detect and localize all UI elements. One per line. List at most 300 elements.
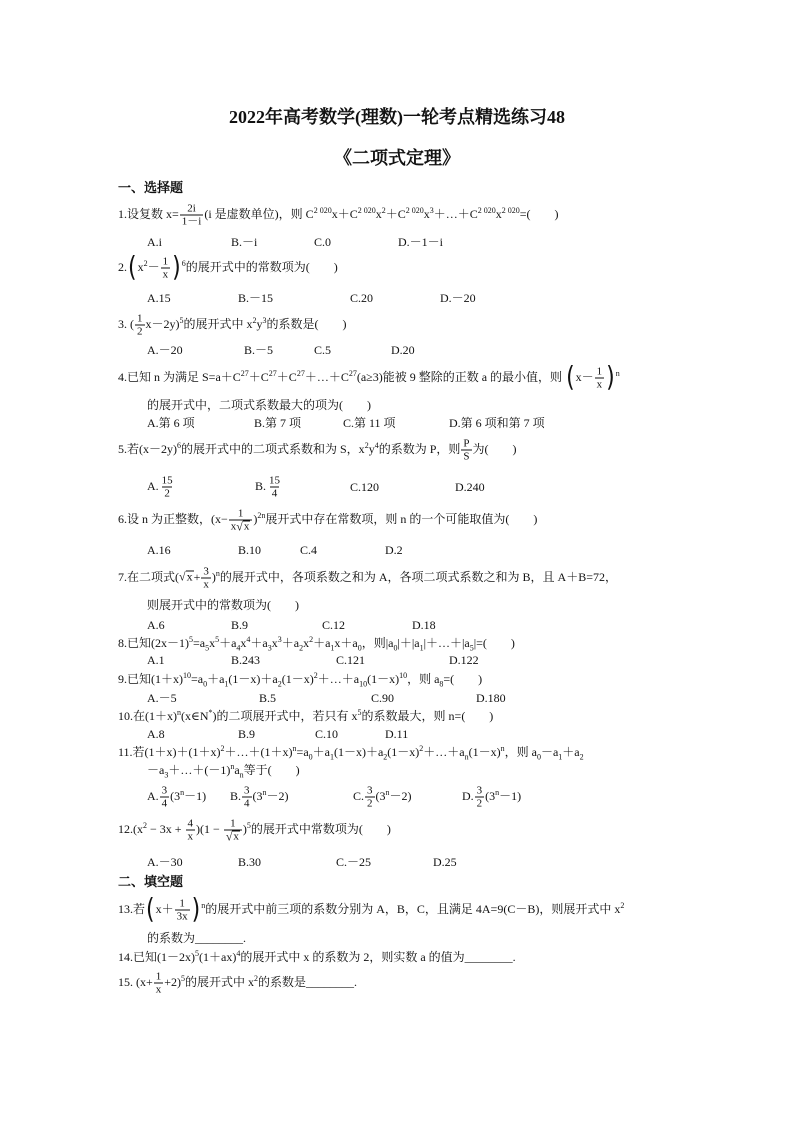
text-run: (1－x)＋a [333,745,384,759]
fraction [186,818,196,843]
superscript: 2 [143,258,148,268]
radical-sign-icon: √ [225,829,233,844]
fraction-denominator: x [155,983,162,996]
text-run: ＋…＋(1＋x) [224,745,293,759]
text-run: ＋…＋a [317,672,360,686]
big-parenthesis: ) [606,361,615,393]
text-run: 则展开式中的常数项为( ) [147,598,299,612]
text-run: ＋a [562,745,580,759]
fraction-numerator: P [463,437,470,450]
question-11-option-d [462,785,521,810]
superscript: 5 [189,635,193,644]
text-run: ＋…＋(－1) [168,763,231,777]
section-heading-multiple-choice: 一、选择题 [118,180,184,195]
fraction [175,898,190,923]
subscript: 1 [330,643,335,653]
fraction-denominator: 4 [271,487,278,500]
text-run: x [423,206,430,221]
question-12-option-a [147,854,183,870]
radicand: x [186,569,193,584]
radical-sign-icon: √ [236,519,243,534]
text-run: B.9 [231,618,249,632]
text-run: －2) [266,788,289,803]
fraction-denominator: S [463,450,470,463]
superscript: * [208,708,213,717]
text-run: ＋C [385,206,406,221]
text-run: (i 是虚数单位)，则 C [204,206,314,221]
subscript: 3 [267,643,272,653]
question-5-option-d [455,479,485,495]
superscript: 3 [277,635,282,644]
fraction-numerator: 2i [187,202,196,215]
text-run: x [240,636,247,650]
radicand: x [243,520,250,533]
text-run: x [303,636,310,650]
superscript: 2 020 [477,205,496,215]
text-run: C.120 [350,480,380,494]
fraction [180,203,204,228]
question-11-option-c [353,785,412,810]
superscript: n [500,744,505,753]
question-3-option-c [314,342,331,358]
fraction [201,566,211,591]
fraction-numerator: 4 [187,817,194,830]
superscript: 27 [268,368,277,378]
square-root [226,831,240,843]
text-run: + [193,569,201,584]
question-5-line-1 [118,438,517,463]
question-8-option-c [336,652,365,668]
text-run: A.i [147,235,162,249]
superscript: n [495,787,500,797]
question-12-line-1 [118,818,391,843]
page-subtitle: 《二项式定理》 [334,148,460,168]
text-run: )(1 − [196,821,223,836]
fraction-denominator: x [596,378,603,391]
big-parenthesis: ) [191,893,201,925]
subscript: 0 [393,643,398,653]
text-run: 的系数为________. [147,931,247,945]
superscript: 3 [429,205,434,215]
text-run: ＋…＋C [433,206,478,221]
superscript: 5 [246,820,251,830]
text-run: 的展开式中 x [185,974,255,989]
text-run: x [230,520,237,533]
text-run: x－2y) [145,316,180,331]
question-4-line-1 [118,361,620,393]
big-parenthesis: ( [566,361,575,393]
square-root [179,571,194,583]
question-10-option-c [315,726,338,742]
fraction-denominator: 2 [164,487,170,500]
text-run: 11.若(1＋x)＋(1＋x) [118,745,221,759]
question-1-option-a [147,234,162,250]
text-run: 等于( ) [243,763,300,777]
question-9-line-1 [118,671,482,687]
square-root [236,521,250,533]
fraction-denominator: 4 [161,797,168,810]
superscript: 3 [262,315,267,325]
fraction [267,475,282,500]
question-5-option-b [255,475,283,500]
text-run: C.121 [336,653,366,667]
fraction-numerator: 3 [244,784,250,797]
text-run: 的系数为 P，则 [378,441,461,456]
fraction-numerator: 1 [137,312,143,325]
subscript: 1 [419,643,424,653]
superscript: 27 [348,368,357,378]
text-run: D.25 [433,855,457,869]
question-11-option-b [230,785,289,810]
superscript: 4 [236,949,241,958]
text-run: x [375,206,382,221]
text-run: x＋a [334,636,358,650]
superscript: 5 [179,315,184,325]
question-5-option-c [350,479,379,495]
text-run: =a [193,636,206,650]
question-9-option-c [371,690,394,706]
superscript: 6 [181,258,186,268]
text-run: ＋…＋C [304,369,349,384]
text-run: x [271,636,278,650]
text-run: ，则 a [504,745,537,759]
question-6-line-1 [118,508,537,533]
question-9-option-d [476,690,506,706]
subscript: n [239,770,244,780]
text-run: B.第 7 项 [254,416,302,430]
text-run: 的展开式中前三项的系数分别为 A，B，C，且满足 4A=9(C－B)，则展开式中 x [205,901,621,916]
question-2-option-d [440,290,476,306]
question-7-line-2 [147,597,299,613]
text-run: 15. (x+ [118,974,153,989]
text-run: ，则 a [407,672,440,686]
text-run: C.4 [300,543,318,557]
text-run: 的系数是( ) [266,316,347,331]
fraction [160,785,170,810]
fraction-denominator: 2 [476,797,483,810]
superscript: n [177,708,181,717]
text-run: y [256,316,263,331]
superscript: n [230,762,235,771]
question-7-option-a [147,617,165,633]
text-run: ＋C [276,369,297,384]
superscript: 2n [257,510,266,520]
question-15-line-1 [118,971,357,996]
text-run: D. [462,788,474,803]
subscript: 2 [383,752,388,762]
text-run: A.8 [147,727,165,741]
text-run: B. [255,478,267,493]
text-run: ) [253,511,258,526]
superscript: 2 020 [405,205,424,215]
text-run: =a [296,745,309,759]
subscript: 3 [164,770,169,780]
superscript: 2 [309,635,314,644]
text-run: B.243 [231,653,261,667]
text-run: －2) [389,788,412,803]
fraction [461,438,471,463]
radical-sign-icon: √ [179,569,186,584]
text-run: ) [211,569,216,584]
question-7-option-b [231,617,248,633]
text-run: (3 [375,788,386,803]
text-run: ) [242,821,247,836]
superscript: 2 [313,671,318,680]
text-run: C.第 11 项 [343,416,396,430]
text-run: －a [540,745,559,759]
text-run: B.－5 [244,343,274,357]
question-6-option-c [300,542,317,558]
superscript: n [292,744,297,753]
text-run: B.10 [238,543,262,557]
text-run: A.1 [147,653,165,667]
text-run: +2) [164,974,182,989]
text-run: 为( ) [472,441,517,456]
subscript: 1 [224,679,229,689]
text-run: A. [147,788,159,803]
question-3-option-a [147,342,183,358]
question-10-option-b [238,726,255,742]
text-run: (a≥3)能被 9 整除的正数 a 的最小值，则 [356,369,566,384]
text-run: －a [147,763,165,777]
fraction-denominator [229,520,253,533]
subscript: 0 [203,679,208,689]
superscript: 6 [177,440,181,450]
subscript: 1 [329,752,334,762]
text-run: ＋a [219,636,237,650]
page-title: 2022年高考数学(理数)一轮考点精选练习48 [229,107,565,127]
fraction-denominator: 1－i [181,215,202,228]
question-11-option-a [147,785,206,810]
text-run: (1－x) [367,672,400,686]
question-12-option-d [433,854,457,870]
text-run: C.10 [315,727,339,741]
text-run: D.第 6 项和第 7 项 [449,416,545,430]
text-run: D.－20 [440,291,476,305]
text-run: C.5 [314,343,332,357]
fraction-denominator [224,830,242,843]
text-run: A.－20 [147,343,183,357]
question-13-line-1 [118,893,625,925]
text-run: B.9 [238,727,256,741]
fraction-numerator: 1 [596,365,603,378]
text-run: 6.设 n 为正整数，(x− [118,511,228,526]
superscript: 2 [252,315,257,325]
subscript: 0 [536,752,541,762]
text-run: ＋…＋a [423,745,465,759]
text-run: ＋a [313,636,331,650]
text-run: (1－x) [468,745,501,759]
text-run: A.－30 [147,855,183,869]
text-run: x [495,206,502,221]
text-run: 12.(x [118,821,143,836]
text-run: 的展开式中常数项为( ) [250,821,391,836]
subscript: 2 [299,643,304,653]
text-run: A.第 6 项 [147,416,195,430]
superscript: 5 [357,708,362,717]
superscript: 2 [419,744,424,753]
text-run: 5.若(x－2y) [118,441,177,456]
question-7-option-d [412,617,436,633]
question-7-option-c [322,617,345,633]
question-9-option-a [147,690,177,706]
text-run: (1－x)＋a [228,672,278,686]
fraction [229,508,253,533]
text-run: (3 [485,788,496,803]
text-run: )的二项展开式中，若只有 x [212,709,358,723]
text-run: D.－1－i [398,235,444,249]
text-run: 10.在(1＋x) [118,709,177,723]
fraction-denominator: 2 [137,325,143,338]
text-run: C.0 [314,235,332,249]
fraction-denominator: 2 [367,797,373,810]
question-10-option-d [385,726,408,742]
subscript: n [464,752,469,762]
superscript: 4 [246,635,251,644]
text-run: C.－25 [336,855,372,869]
text-run: 2. [118,259,127,274]
question-4-option-d [449,415,545,431]
text-run: ＋a [312,745,330,759]
text-run: =( ) [443,672,483,686]
fraction [161,256,171,281]
superscript: 27 [240,368,249,378]
fraction-denominator: 4 [244,797,250,810]
fraction-numerator: 1 [155,970,162,983]
question-8-option-a [147,652,165,668]
text-run: B.5 [259,691,277,705]
superscript: 5 [195,949,199,958]
text-run: ，则|a [361,636,394,650]
text-run: =a [191,672,204,686]
question-4-option-a [147,415,195,431]
text-run: 13.若 [118,901,146,916]
text-run: 9.已知(1＋x) [118,672,183,686]
fraction [595,366,605,391]
text-run: ＋a [207,672,225,686]
superscript: 2 020 [357,205,376,215]
text-run: D.20 [391,343,415,357]
text-run: − 3x + [147,821,185,836]
superscript: 2 020 [501,205,520,215]
text-run: D.240 [455,480,485,494]
text-run: x－ [575,369,594,384]
text-run: ＋a [281,636,300,650]
big-parenthesis: ( [128,251,137,283]
superscript: 2 [620,900,625,910]
text-run: (1－x) [281,672,314,686]
text-run: 1.设复数 x= [118,206,179,221]
text-run: －1) [184,788,207,803]
text-run: － [147,259,160,274]
subscript: 0 [357,643,362,653]
text-run: a [234,763,240,777]
question-6-option-b [238,542,261,558]
text-run: x [137,259,144,274]
fraction-numerator: 15 [269,474,281,487]
question-8-line-1 [118,635,515,651]
text-run: D.122 [449,653,479,667]
superscript: 5 [181,973,186,983]
text-run: D.11 [385,727,409,741]
text-run: ＋a [250,636,268,650]
text-run: D.18 [412,618,436,632]
question-10-line-1 [118,708,493,724]
question-3-option-b [244,342,273,358]
question-1-option-c [314,234,331,250]
text-run: 的展开式中 x [183,316,253,331]
text-run: |=( ) [473,636,515,650]
text-run: 展开式中存在常数项，则 n 的一个可能取值为( ) [265,511,538,526]
superscript: 2 [254,973,259,983]
superscript: 5 [215,635,220,644]
subscript: 2 [277,679,282,689]
superscript: n [262,787,267,797]
subscript: 5 [469,643,474,653]
text-run: A.－5 [147,691,177,705]
question-7-line-1 [118,566,617,591]
question-13-line-2 [147,930,246,946]
text-run: 的系数最大，则 n=( ) [361,709,494,723]
superscript: 10 [183,671,191,680]
question-8-option-d [449,652,479,668]
text-run: C.12 [322,618,346,632]
fraction-numerator: 1 [162,255,169,268]
fraction [242,785,252,810]
question-4-option-b [254,415,301,431]
question-8-option-b [231,652,260,668]
superscript: 4 [374,440,379,450]
text-run: (1－x) [387,745,420,759]
section-heading-fill-in: 二、填空题 [118,874,184,889]
question-2-option-a [147,290,171,306]
text-run: B. [230,788,242,803]
question-3-option-d [391,342,415,358]
fraction-numerator: 1 [237,507,244,520]
superscript: n [615,368,620,378]
text-run: (3 [170,788,181,803]
subscript: 5 [205,643,210,653]
question-4-line-2 [147,397,371,413]
superscript: n [385,787,390,797]
text-run: ＋C [248,369,269,384]
superscript: 10 [399,671,408,680]
question-2-option-c [350,290,373,306]
superscript: 2 [364,440,369,450]
fraction-denominator: 3x [176,910,188,923]
text-run: (x∈N [181,709,209,723]
subscript: 4 [236,643,241,653]
fraction-numerator: 3 [476,784,483,797]
text-run: A.15 [147,291,171,305]
text-run: D.180 [476,691,506,705]
text-run: B.－15 [238,291,274,305]
text-run: |＋|a [397,636,420,650]
question-11-line-2 [147,762,300,778]
fraction-denominator: x [203,578,209,591]
question-9-option-b [259,690,276,706]
superscript: 2 [381,205,386,215]
text-run: 4.已知 n 为满足 S=a＋C [118,369,241,384]
text-run: C.90 [371,691,395,705]
fraction-denominator: x [162,268,169,281]
question-1-line-1 [118,203,559,228]
question-5-option-a [147,475,176,500]
superscript: 27 [296,368,305,378]
fraction-numerator: 1 [230,817,236,830]
text-run: A. [147,478,159,493]
question-11-line-1 [118,744,584,760]
